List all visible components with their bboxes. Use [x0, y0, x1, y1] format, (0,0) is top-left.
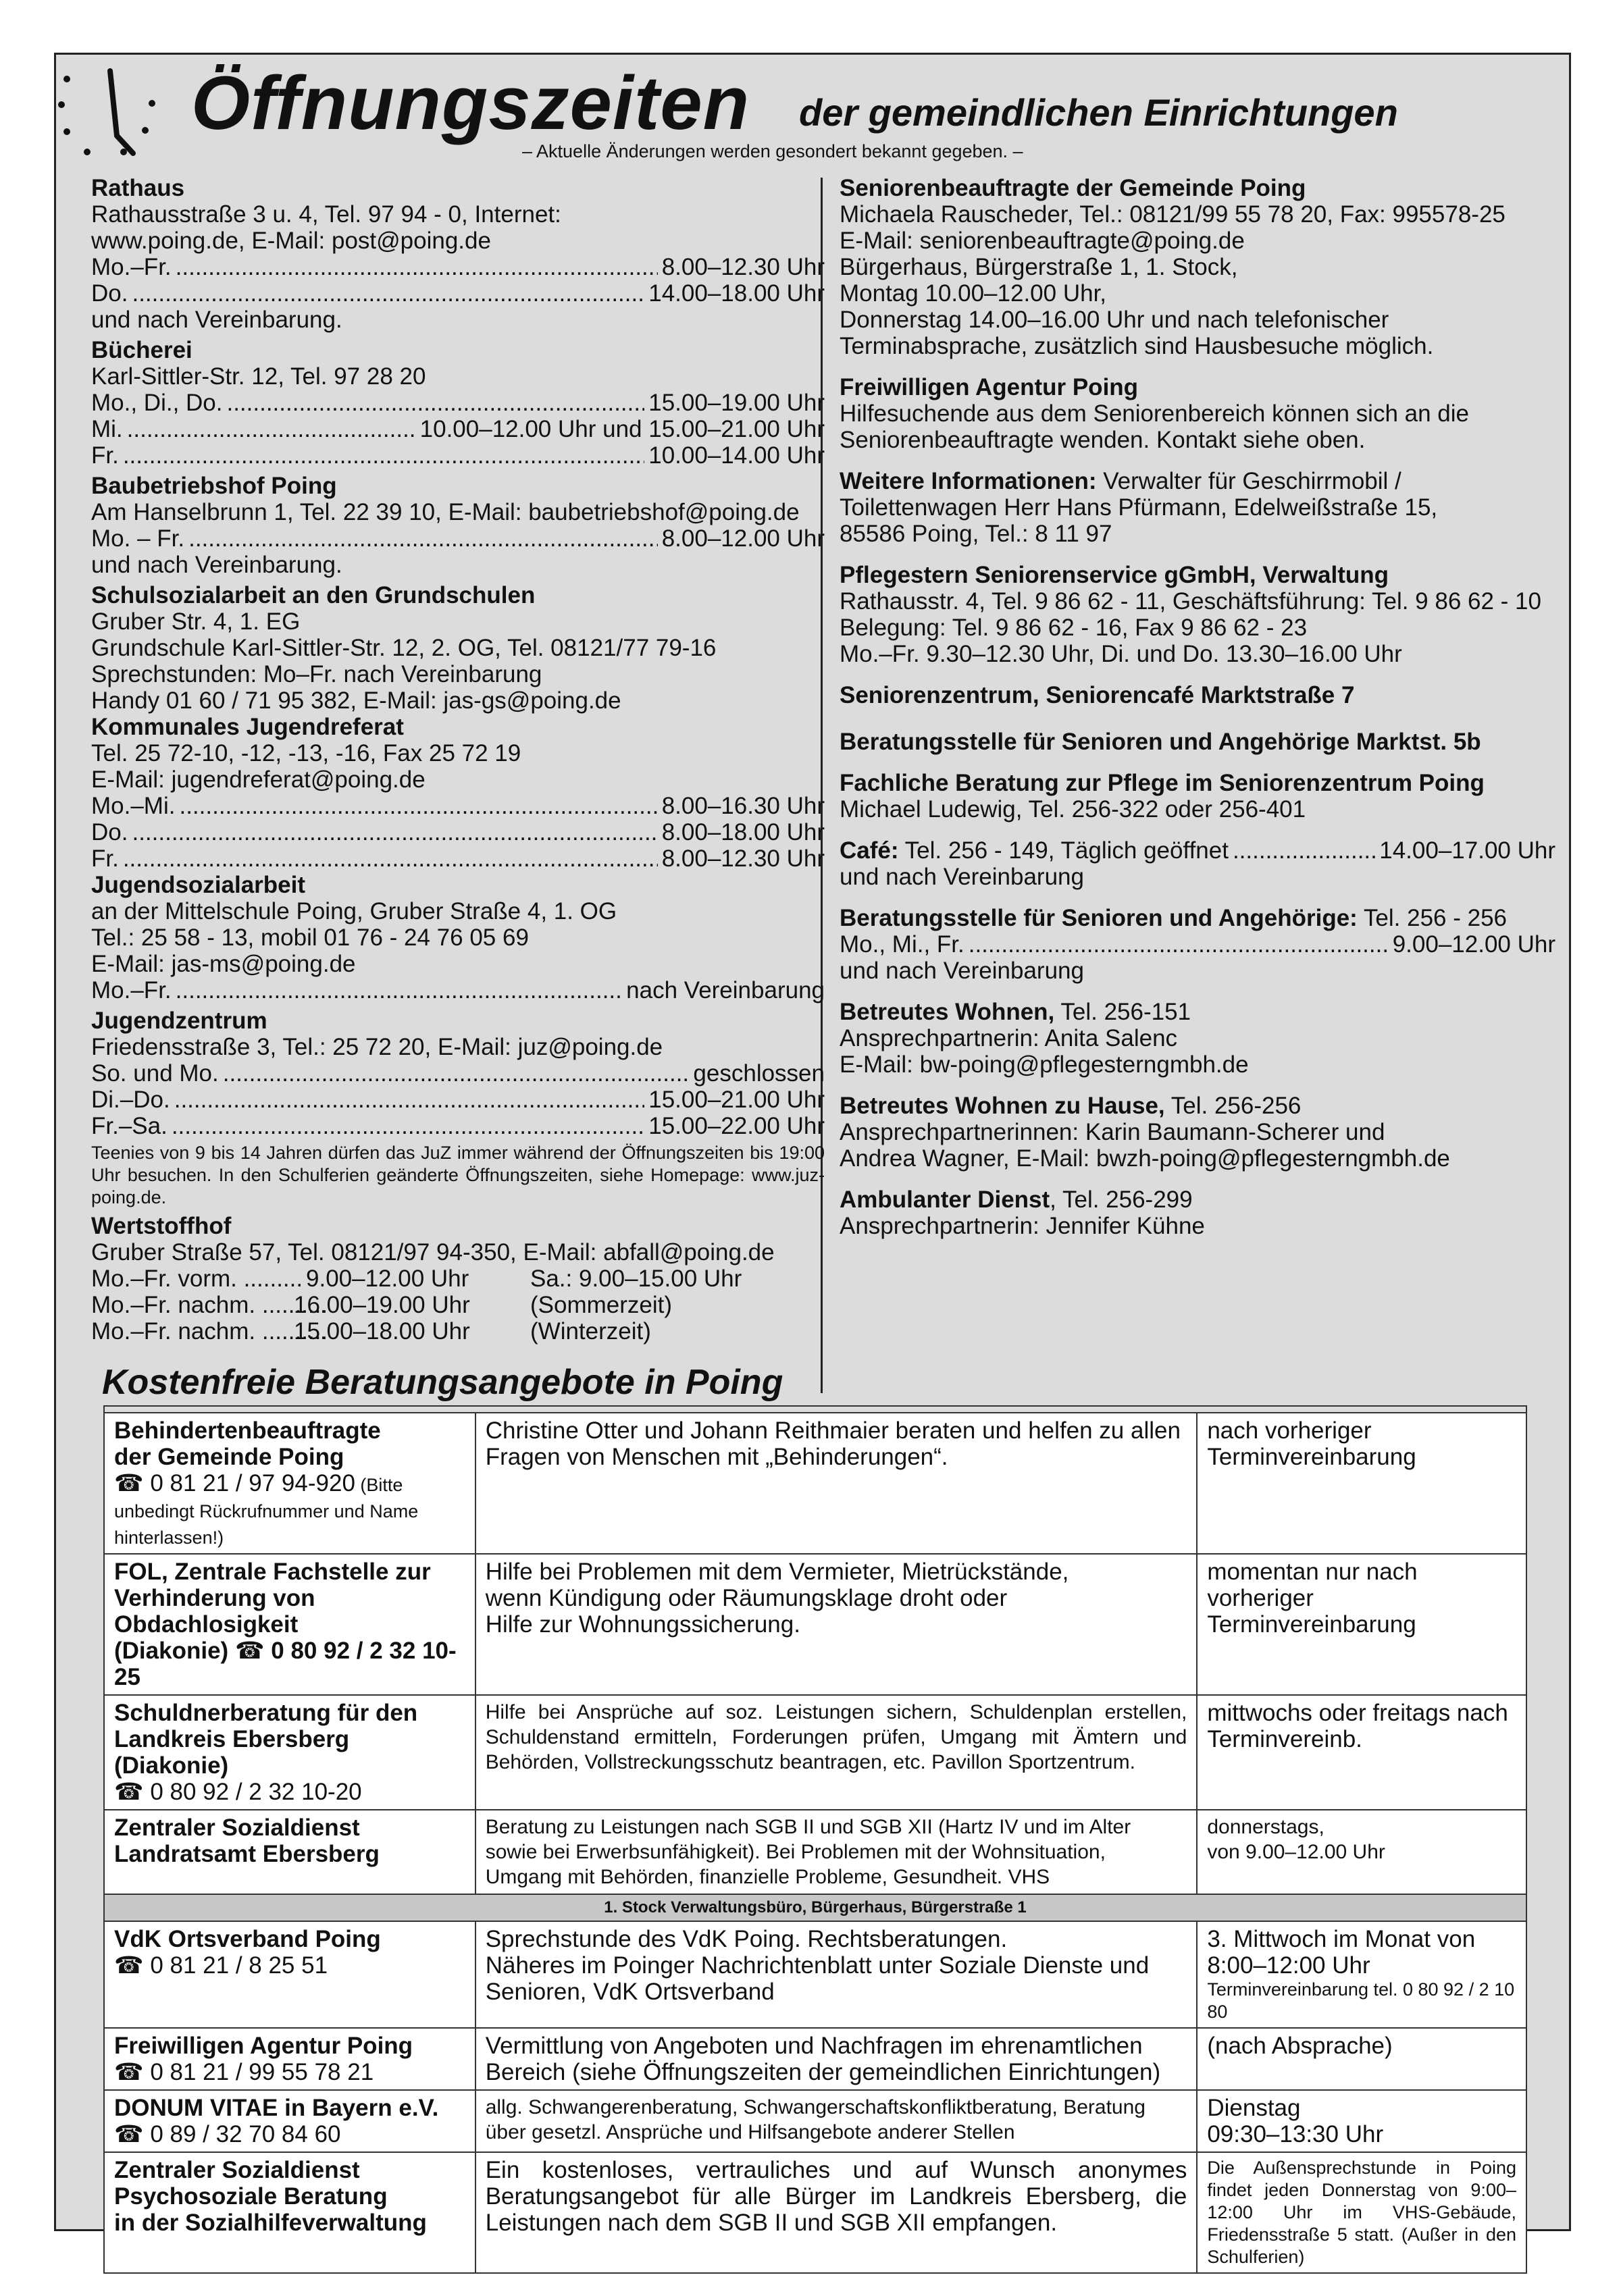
table-top-bar: [104, 1406, 1526, 1413]
section-jugendzentrum: [91, 1008, 825, 1209]
hours-row: [91, 1266, 530, 1292]
hours-label: Mo.–Fr.: [91, 254, 172, 280]
section-title: Jugendzentrum: [91, 1008, 267, 1034]
desc-cell: [475, 1554, 1198, 1695]
left-column: [91, 175, 825, 1345]
org-name: Behindertenbeauftragte: [114, 1417, 381, 1444]
org-name: der Gemeinde Poing: [114, 1444, 344, 1470]
text-line: E-Mail: jas-ms@poing.de: [91, 951, 356, 977]
text-line: Tel. 25 72-10, -12, -13, -16, Fax 25 72 19: [91, 740, 521, 766]
text-line: Sprechstunden: Mo–Fr. nach Vereinbarung: [91, 661, 542, 687]
text-line: Bürgerhaus, Bürgerstraße 1, 1. Stock,: [840, 254, 1238, 280]
table-row: [104, 2152, 1526, 2273]
org-name: DONUM VITAE in Bayern e.V.: [114, 2095, 439, 2121]
hours-value: 8.00–16.30 Uhr: [661, 793, 825, 819]
section-baubetriebshof: [91, 473, 825, 578]
hours-label: Mo.–Fr. nachm. ..........: [91, 1292, 328, 1318]
section-title: Jugendsozialarbeit: [91, 872, 306, 898]
table-row: [104, 2028, 1526, 2090]
page-subtitle: der gemeindlichen Einrichtungen: [799, 91, 1398, 134]
text-line: Ansprechpartnerinnen: Karin Baumann-Scherer und: [840, 1119, 1385, 1145]
section-title: Betreutes Wohnen,: [840, 999, 1055, 1025]
desc-line: Hilfe zur Wohnungssicherung.: [485, 1611, 800, 1638]
hours-label: Mi.: [91, 416, 123, 442]
text-line: Toilettenwagen Herr Hans Pfürmann, Edelweißstraße 15,: [840, 494, 1438, 521]
section-freiwilligen-agentur: [840, 374, 1555, 453]
table-row: [104, 1695, 1526, 1810]
section-title: Freiwilligen Agentur Poing: [840, 374, 1139, 400]
section-title: Seniorenbeauftragte der Gemeinde Poing: [840, 175, 1306, 201]
text-line: Tel.: 25 58 - 13, mobil 01 76 - 24 76 05 69: [91, 924, 529, 951]
hours-row: [91, 390, 825, 416]
text-line: Michaela Rauscheder, Tel.: 08121/99 55 78 20, Fax: 995578-25: [840, 201, 1506, 228]
desc-cell: Beratung zu Leistungen nach SGB II und SGB XII (Hartz IV und im Alter sowie bei Erwerbsunfähigkeit). Bei Problemen mit der Wohnsituation, Umgang mit Behörden, finanzielle Probleme, Gesundheit. VHS: [475, 1810, 1198, 1894]
text-line: Rathausstr. 4, Tel. 9 86 62 - 11, Geschäftsführung: Tel. 9 86 62 - 10: [840, 588, 1541, 615]
hours-label: Fr.–Sa.: [91, 1113, 168, 1139]
org-name: Zentraler Sozialdienst: [114, 1815, 360, 1841]
extra-note: und nach Vereinbarung: [840, 958, 1084, 984]
phone-number: 0 81 21 / 97 94-920: [143, 1470, 355, 1496]
extra-note: und nach Vereinbarung: [840, 864, 1084, 890]
time-line: Dienstag: [1207, 2095, 1301, 2121]
hours-row: [840, 931, 1555, 958]
hours-value: 9.00–12.00 Uhr: [306, 1266, 469, 1292]
text-line: Tel. 256 - 256: [1357, 905, 1508, 931]
section-title: Rathaus: [91, 175, 185, 201]
text-line: Mo.–Fr. 9.30–12.30 Uhr, Di. und Do. 13.30–16.00 Uhr: [840, 641, 1402, 667]
hours-label: Di.–Do.: [91, 1087, 170, 1113]
desc-line: Hilfe bei Problemen mit dem Vermieter, Mietrückstände,: [485, 1559, 1069, 1585]
time-cell: [1197, 2090, 1526, 2152]
section-title: Schulsozialarbeit an den Grundschulen: [91, 582, 536, 608]
section-title: Pflegestern Seniorenservice gGmbH, Verwaltung: [840, 562, 1389, 588]
section-seniorenbeauftragte: [840, 175, 1555, 359]
header: [56, 55, 1569, 173]
hours-label: Fr.: [91, 442, 119, 469]
hours-value: 16.00–19.00 Uhr: [294, 1292, 470, 1318]
page-frame: [54, 53, 1571, 2267]
table-row: [104, 1921, 1526, 2028]
section-ambulanter-dienst: [840, 1186, 1555, 1239]
hours-row: [91, 845, 825, 872]
phone-number: 0 81 21 / 8 25 51: [143, 1952, 328, 1979]
hours-row: [91, 1113, 825, 1139]
hours-row: [91, 254, 825, 280]
hours-row: [840, 837, 1555, 864]
text-line: an der Mittelschule Poing, Gruber Straße 4, 1. OG: [91, 898, 617, 924]
section-weitere-informationen: [840, 468, 1555, 547]
hours-value: 9.00–12.00 Uhr: [1392, 931, 1555, 958]
text-line: Tel. 256-256: [1164, 1093, 1302, 1119]
section-fachliche-beratung: [840, 770, 1555, 823]
hours-value: 8.00–18.00 Uhr: [661, 819, 825, 845]
section-betreutes-wohnen-zu-hause: [840, 1093, 1555, 1172]
desc-cell: Hilfe bei Ansprüche auf soz. Leistungen sichern, Schuldenplan erstellen, Schuldenstand ermitteln, Forderungen prüfen, Umgang mit Ämtern und Behörden, Vollstreckungsschutz beantragen, etc. Pavillon Sportzentrum.: [475, 1695, 1198, 1810]
desc-cell: Ein kostenloses, vertrauliches und auf Wunsch anonymes Beratungsangebot für alle Bürger im Landkreis Ebersberg, die Leistungen nach dem SGB II und SGB XII empfangen.: [475, 2152, 1198, 2273]
section-wertstoffhof: [91, 1213, 825, 1345]
hours-row: [91, 1292, 530, 1318]
phone-icon: ☎: [114, 2121, 144, 2147]
section-betreutes-wohnen: [840, 999, 1555, 1078]
clock-icon: [57, 63, 159, 164]
contact: www.poing.de, E-Mail: post@poing.de: [91, 228, 491, 254]
time-cell: (nach Absprache): [1197, 2028, 1526, 2090]
table-row: [104, 1810, 1526, 1894]
hours-label: Mo., Di., Do.: [91, 390, 223, 416]
org-cell: [104, 1695, 475, 1810]
section-title: Beratungsstelle für Senioren und Angehörige:: [840, 905, 1358, 931]
text-line: Andrea Wagner, E-Mail: bwzh-poing@pflegesterngmbh.de: [840, 1145, 1450, 1172]
hours-value: 8.00–12.30 Uhr: [661, 254, 825, 280]
phone-number: 0 80 92 / 2 32 10-20: [143, 1779, 362, 1805]
org-cell: [104, 1554, 475, 1695]
time-line: 3. Mittwoch im Monat von 8:00–12:00 Uhr: [1207, 1926, 1476, 1979]
hours-value: 15.00–22.00 Uhr: [648, 1113, 825, 1139]
address: Gruber Straße 57, Tel. 08121/97 94-350, E-Mail: abfall@poing.de: [91, 1239, 775, 1266]
text-line: 85586 Poing, Tel.: 8 11 97: [840, 521, 1112, 547]
section-title: Betreutes Wohnen zu Hause,: [840, 1093, 1165, 1119]
desc-line: wenn Kündigung oder Räumungsklage droht oder: [485, 1585, 1008, 1611]
hours-label: Do.: [91, 280, 128, 307]
section-buecherei: [91, 337, 825, 469]
right-column: [840, 175, 1555, 1239]
phone-icon: ☎: [114, 2059, 144, 2085]
phone-number: 0 80 92 / 2 32 10-25: [114, 1638, 457, 1690]
org-cell: [104, 1413, 475, 1554]
hours-label: Fr.: [91, 845, 119, 872]
desc-cell: [475, 1921, 1198, 2028]
org-name: Zentraler Sozialdienst: [114, 2157, 360, 2183]
hours-value: 14.00–17.00 Uhr: [1379, 837, 1555, 864]
time-line: donnerstags,: [1207, 1816, 1324, 1838]
hours-value: 15.00–18.00 Uhr: [294, 1318, 470, 1345]
phone-number: 0 81 21 / 99 55 78 21: [143, 2059, 374, 2085]
desc-line: Sprechstunde des VdK Poing. Rechtsberatungen.: [485, 1926, 1008, 1952]
section-title: Bücherei: [91, 337, 192, 363]
hours-row: [91, 793, 825, 819]
hours-value: 10.00–14.00 Uhr: [648, 442, 825, 469]
hours-value: 10.00–12.00 Uhr und 15.00–21.00 Uhr: [419, 416, 825, 442]
org-name: (Diakonie): [114, 1638, 229, 1664]
org-name: Landratsamt Ebersberg: [114, 1841, 380, 1867]
hours-label: Mo.–Fr. vorm. .........: [91, 1266, 303, 1292]
text-line: Tel. 256-151: [1054, 999, 1191, 1025]
time-cell: mittwochs oder freitags nach Terminvereinb.: [1197, 1695, 1526, 1810]
org-name: Psychosoziale Beratung: [114, 2183, 388, 2210]
section-cafe: [840, 837, 1555, 890]
hours-label: Mo., Mi., Fr.: [840, 931, 964, 958]
extra-note: und nach Vereinbarung.: [91, 307, 342, 333]
table-band: [104, 1894, 1526, 1921]
hours-extra: (Winterzeit): [530, 1318, 651, 1345]
time-line: 09:30–13:30 Uhr: [1207, 2121, 1384, 2147]
text-line: Belegung: Tel. 9 86 62 - 16, Fax 9 86 62 - 23: [840, 615, 1308, 641]
hours-extra: (Sommerzeit): [530, 1292, 673, 1318]
text-line: Donnerstag 14.00–16.00 Uhr und nach telefonischer: [840, 307, 1389, 333]
table-row: [104, 1554, 1526, 1695]
org-name: FOL, Zentrale Fachstelle zur Verhinderung von Obdachlosigkeit: [114, 1559, 431, 1638]
section-heading-kostenfrei: Kostenfreie Beratungsangebote in Poing: [102, 1363, 783, 1402]
org-name: VdK Ortsverband Poing: [114, 1926, 381, 1952]
section-title: Café:: [840, 837, 899, 864]
section-title: Baubetriebshof Poing: [91, 473, 337, 499]
text-line: Terminabsprache, zusätzlich sind Hausbesuche möglich.: [840, 333, 1434, 359]
hours-extra: Sa.: 9.00–15.00 Uhr: [530, 1266, 742, 1292]
table-row: [104, 2090, 1526, 2152]
hours-value: 8.00–12.00 Uhr: [661, 525, 825, 552]
table-row: [104, 1413, 1526, 1554]
section-rathaus: [91, 175, 825, 333]
address: Friedensstraße 3, Tel.: 25 72 20, E-Mail: juz@poing.de: [91, 1034, 663, 1060]
hours-row: [91, 977, 825, 1003]
hours-row: [91, 416, 825, 442]
address: Rathausstraße 3 u. 4, Tel. 97 94 - 0, Internet:: [91, 201, 561, 228]
text-line: Michael Ludewig, Tel. 256-322 oder 256-401: [840, 796, 1306, 823]
org-cell: [104, 2152, 475, 2273]
time-cell: momentan nur nach vorheriger Terminvereinbarung: [1197, 1554, 1526, 1695]
org-cell: [104, 1921, 475, 2028]
hours-label: Mo.–Mi.: [91, 793, 176, 819]
text-line: , Tel. 256-299: [1050, 1186, 1193, 1213]
hours-value: 15.00–19.00 Uhr: [648, 390, 825, 416]
hours-label: Do.: [91, 819, 128, 845]
text-line: Grundschule Karl-Sittler-Str. 12, 2. OG, Tel. 08121/77 79-16: [91, 635, 717, 661]
section-schulsozialarbeit: [91, 582, 825, 714]
notice-text: – Aktuelle Änderungen werden gesondert bekannt gegeben. –: [522, 141, 1023, 161]
address: Karl-Sittler-Str. 12, Tel. 97 28 20: [91, 363, 426, 390]
text-line: E-Mail: bw-poing@pflegesterngmbh.de: [840, 1051, 1249, 1078]
desc-line: Näheres im Poinger Nachrichtenblatt unter Soziale Dienste und Senioren, VdK Ortsverband: [485, 1952, 1150, 2005]
hours-row: [91, 280, 825, 307]
section-title: Ambulanter Dienst: [840, 1186, 1050, 1213]
section-beratungsstelle-angehoerige: [840, 905, 1555, 984]
phone-note: (Bitte unbedingt Rückrufnummer und Name hinterlassen!): [114, 1475, 419, 1548]
hours-label: Mo.–Fr.: [91, 977, 172, 1003]
section-title: Wertstoffhof: [91, 1213, 232, 1239]
phone-icon: ☎: [114, 1779, 144, 1805]
hours-row: [91, 442, 825, 469]
section-jugendreferat: [91, 714, 825, 872]
text-line: Hilfesuchende aus dem Seniorenbereich können sich an die: [840, 400, 1469, 427]
desc-cell: Christine Otter und Johann Reithmaier beraten und helfen zu allen Fragen von Menschen mit „Behinderungen“.: [475, 1413, 1198, 1554]
hours-label: Mo. – Fr.: [91, 525, 185, 552]
hours-value: 8.00–12.30 Uhr: [661, 845, 825, 872]
section-title: Kommunales Jugendreferat: [91, 714, 404, 740]
hours-label: Tel. 256 - 149, Täglich geöffnet: [898, 837, 1229, 864]
page-title: Öffnungszeiten: [191, 61, 750, 145]
hours-value: geschlossen: [693, 1060, 825, 1087]
time-cell: [1197, 1810, 1526, 1894]
band-text: 1. Stock Verwaltungsbüro, Bürgerhaus, Bürgerstraße 1: [104, 1894, 1526, 1921]
juz-note: Teenies von 9 bis 14 Jahren dürfen das JuZ immer während der Öffnungszeiten bis 19:00 Uhr besuchen. In den Schulferien geänderte Öffnungszeiten, siehe Homepage: www.juz-poing.de.: [91, 1143, 825, 1207]
phone-icon: ☎: [114, 1470, 144, 1496]
org-name: in der Sozialhilfeverwaltung: [114, 2210, 427, 2236]
hours-value: 15.00–21.00 Uhr: [648, 1087, 825, 1113]
text-line: Ansprechpartnerin: Anita Salenc: [840, 1025, 1178, 1051]
org-cell: [104, 1810, 475, 1894]
hours-row: [91, 819, 825, 845]
hours-row: [91, 1060, 825, 1087]
wertstoffhof-hours: [91, 1266, 825, 1345]
address: Am Hanselbrunn 1, Tel. 22 39 10, E-Mail: baubetriebshof@poing.de: [91, 499, 800, 525]
time-cell: nach vorheriger Terminvereinbarung: [1197, 1413, 1526, 1554]
time-cell: [1197, 1921, 1526, 2028]
text-line: E-Mail: seniorenbeauftragte@poing.de: [840, 228, 1245, 254]
hours-label: So. und Mo.: [91, 1060, 219, 1087]
hours-row: [91, 1318, 530, 1345]
time-line: Terminvereinbarung tel. 0 80 92 / 2 10 80: [1207, 1979, 1515, 2022]
beratung-table: [103, 1405, 1527, 2274]
section-jugendsozialarbeit: [91, 872, 825, 1003]
text-line: Ansprechpartnerin: Jennifer Kühne: [840, 1213, 1205, 1239]
section-title: Fachliche Beratung zur Pflege im Seniorenzentrum Poing: [840, 770, 1485, 796]
hours-value: 14.00–18.00 Uhr: [648, 280, 825, 307]
section-pflegestern: [840, 562, 1555, 667]
text-line: Montag 10.00–12.00 Uhr,: [840, 280, 1107, 307]
hours-value: nach Vereinbarung: [626, 977, 825, 1003]
hours-row: [91, 1087, 825, 1113]
text-line: E-Mail: jugendreferat@poing.de: [91, 766, 426, 793]
text-line: Gruber Str. 4, 1. EG: [91, 608, 301, 635]
text-line: Verwalter für Geschirrmobil /: [1096, 468, 1401, 494]
text-line: Seniorenbeauftragte wenden. Kontakt siehe oben.: [840, 427, 1366, 453]
org-cell: [104, 2028, 475, 2090]
desc-cell: allg. Schwangerenberatung, Schwangerschaftskonfliktberatung, Beratung über gesetzl. Ansprüche und Hilfsangebote anderer Stellen: [475, 2090, 1198, 2152]
section-seniorenzentrum: Seniorenzentrum, Seniorencafé Marktstraße 7: [840, 682, 1355, 708]
phone-icon: ☎: [234, 1638, 265, 1664]
org-name: Schuldnerberatung für den Landkreis Ebersberg (Diakonie): [114, 1700, 418, 1779]
extra-note: und nach Vereinbarung.: [91, 552, 342, 578]
text-line: Handy 01 60 / 71 95 382, E-Mail: jas-gs@poing.de: [91, 687, 621, 714]
section-beratungsstelle: Beratungsstelle für Senioren und Angehörige Marktst. 5b: [840, 729, 1481, 755]
org-name: Freiwilligen Agentur Poing: [114, 2033, 413, 2059]
time-line: von 9.00–12.00 Uhr: [1207, 1841, 1385, 1863]
phone-icon: ☎: [114, 1952, 144, 1979]
desc-cell: Vermittlung von Angeboten und Nachfragen im ehrenamtlichen Bereich (siehe Öffnungszeiten der gemeindlichen Einrichtungen): [475, 2028, 1198, 2090]
phone-number: 0 89 / 32 70 84 60: [143, 2121, 341, 2147]
time-cell: Die Außensprechstunde in Poing findet jeden Donnerstag von 9:00–12:00 Uhr im VHS-Gebäude, Friedensstraße 5 statt. (Außer in den Schulferien): [1197, 2152, 1526, 2273]
org-cell: [104, 2090, 475, 2152]
hours-row: [91, 525, 825, 552]
section-title: Weitere Informationen:: [840, 468, 1097, 494]
hours-label: Mo.–Fr. nachm. ..........: [91, 1318, 328, 1345]
